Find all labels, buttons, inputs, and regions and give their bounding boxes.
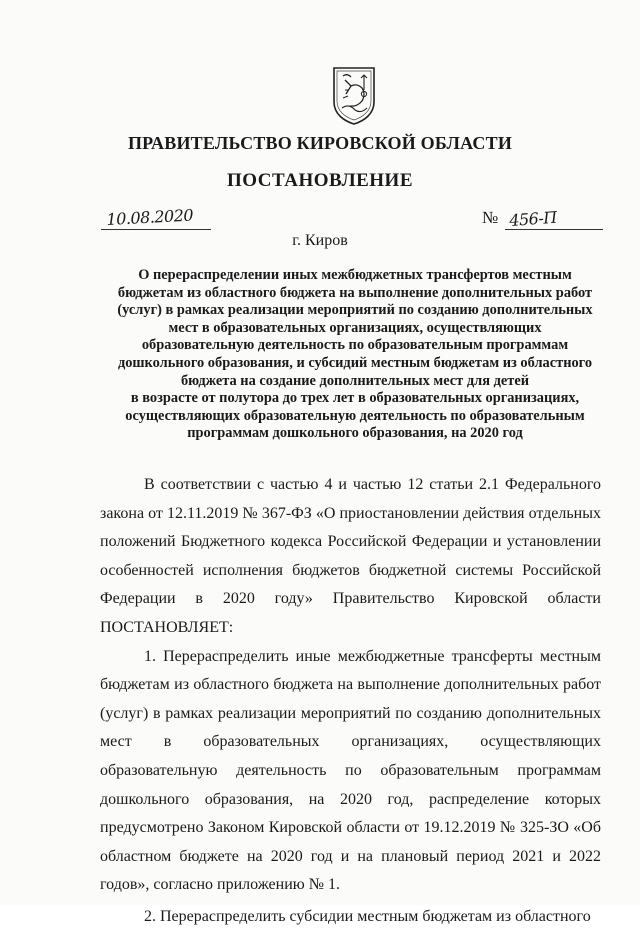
preamble-paragraph: В соответствии с частью 4 и частью 12 статьи 2.1 Федерального закона от 12.11.2019 № 367-ФЗ «О приостановлении действия отдельных положений Бюджетного кодекса Российской Федерации и установлении особенностей исполнения бюджетов бюджетной системы Российской Федерации в 2020 году» Правительство Кировской области ПОСТАНОВЛЯЕТ:	[100, 476, 601, 636]
government-title: ПРАВИТЕЛЬСТВО КИРОВСКОЙ ОБЛАСТИ	[127, 133, 513, 153]
title-line: О перераспределении иных межбюджетных трансфертов местным	[138, 267, 572, 283]
document-type: ПОСТАНОВЛЕНИЕ	[226, 170, 414, 191]
document-body	[100, 471, 601, 932]
title-line: дошкольного образования, и субсидий местным бюджетам из областного	[117, 354, 593, 371]
title-line: осуществляющих образовательную деятельность по образовательным	[125, 407, 585, 424]
coat-of-arms-icon	[331, 64, 377, 126]
resolution-title	[101, 267, 609, 443]
title-line: мест в образовательных организациях, осуществляющих	[168, 319, 542, 336]
date-field	[101, 205, 211, 230]
clause-2-paragraph: 2. Перераспределить субсидии местным бюджетам из областного	[144, 907, 591, 925]
title-line: образовательную деятельность по образовательным программам	[141, 337, 569, 354]
handwritten-number: 456-П	[508, 207, 558, 230]
title-line: (услуг) в рамках реализации мероприятий по созданию дополнительных	[117, 302, 593, 319]
title-line: бюджета на создание дополнительных мест для детей	[180, 372, 529, 389]
number-field	[505, 207, 603, 230]
number-label: №	[482, 208, 499, 227]
handwritten-date: 10.08.2020	[106, 205, 194, 229]
title-line: бюджетам из областного бюджета на выполнение дополнительных работ	[117, 284, 593, 301]
title-line: программам дошкольного образования, на 2020 год	[187, 425, 523, 442]
title-line: в возрасте от полутора до трех лет в образовательных организациях,	[130, 390, 580, 407]
clause-1-paragraph: 1. Перераспределить иные межбюджетные трансферты местным бюджетам из областного бюджета на выполнение дополнительных работ (услуг) в рамках реализации мероприятий по созданию дополнительных мест в образовательных организациях, осуществляющих образовательную деятельность по образовательным программам дошкольного образования, на 2020 год, распределение которых предусмотрено Законом Кировской области от 19.12.2019 № 325-ЗО «Об областном бюджете на 2020 год и на плановый период 2021 и 2022 годов», согласно приложению № 1.	[100, 647, 601, 894]
city-line: г. Киров	[292, 232, 348, 249]
